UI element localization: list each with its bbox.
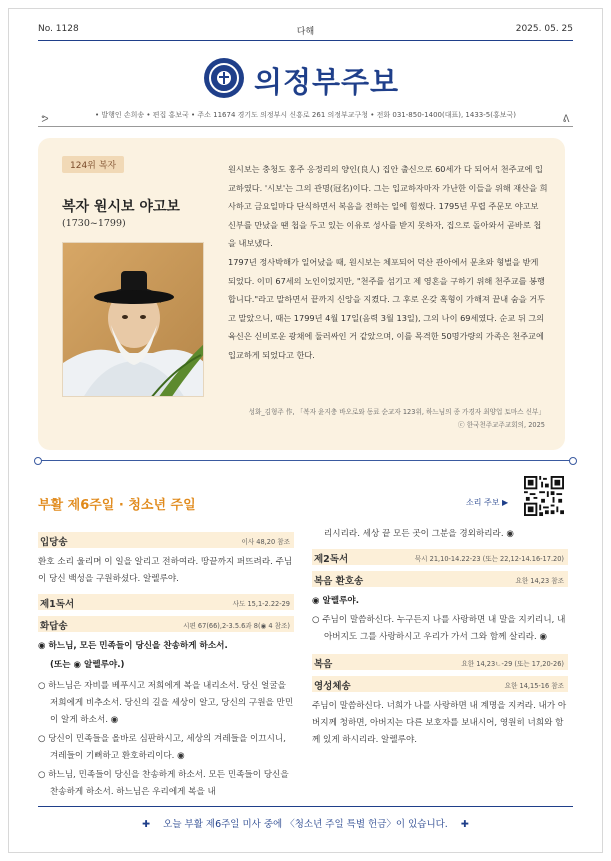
masthead — [0, 58, 611, 98]
qr-code-icon[interactable] — [524, 476, 564, 516]
section-divider — [38, 460, 573, 461]
diocese-logo-icon — [204, 58, 244, 98]
saint-portrait — [62, 242, 204, 397]
psalm-response: ◉ 하느님, 모든 민족들이 당신을 찬송하게 하소서. — [38, 641, 228, 651]
cross-icon: ✚ — [142, 819, 151, 830]
reading1-label: 제1독서 — [40, 599, 75, 610]
publisher-info — [38, 110, 573, 126]
gospel-ref: 요한 14,23ㄴ-29 (또는 17,20-26) — [461, 660, 564, 668]
biography-paragraph: 원시보는 충청도 홍주 응정리의 양인(良人) 집안 출신으로 60세가 다 되어서 천주교에 입교하였다. '시보'는 그의 관명(冠名)이다. 그는 입교하자마자 가난한 이들을 위해 재산을 희사하고 금요일마다 단식하면서 복음을 전하는 일에 힘썼다. 1795년 무렵 주문모 야고보 신부를 만났을 땐 첩을 두고 있는 이유로 성사를 받지 못하자, 집으로 돌아와서 곧바로 첩을 내보냈다. — [228, 164, 548, 249]
psalm-ref: 시편 67(66),2-3.5.6과 8(◉ 4 참조) — [183, 622, 290, 630]
leaf-ornament-icon: ᕕ — [562, 114, 570, 125]
bulletin-title: 의정부주보 — [254, 65, 400, 99]
acclamation-ref: 요한 14,23 참조 — [515, 577, 564, 585]
psalm-response-alt: (또는 ◉ 알렐루야.) — [50, 660, 125, 670]
psalm-verse: ○ 하느님, 민족들이 당신을 찬송하게 하소서. 모든 민족들이 당신을 찬송하게 하소서. 하느님은 우리에게 복을 내 — [38, 770, 289, 797]
saint-years: (1730~1799) — [62, 218, 126, 229]
copyright-line: ⓒ 한국천주교주교회의, 2025 — [458, 421, 545, 429]
footer-notice — [38, 816, 573, 830]
psalm-verse: ○ 하느님은 자비를 베푸시고 저희에게 복을 내리소서. 당신 얼굴을 저희에게 비추소서. 당신의 길을 세상이 알고, 당신의 구원을 만민이 알게 하소서. ◉ — [38, 681, 294, 725]
issue-number: No. 1128 — [38, 24, 79, 34]
cross-icon: ✚ — [460, 819, 469, 830]
acclamation-label: 복음 환호송 — [314, 576, 364, 587]
image-caption — [215, 406, 545, 432]
info-divider — [38, 126, 573, 127]
psalm-verse-continued: 리시리라. 세상 끝 모든 곳이 그분을 경외하리라. ◉ — [324, 529, 514, 539]
entrance-ref: 이사 48,20 참조 — [241, 538, 290, 546]
communion-ref: 요한 14,15-16 참조 — [504, 682, 564, 690]
reading2-label: 제2독서 — [314, 554, 349, 565]
saint-biography — [228, 160, 548, 365]
gospel-label: 복음 — [314, 659, 333, 670]
section-header — [312, 676, 568, 692]
publisher-info-text: • 발행인 손희송 • 편집 홍보국 • 주소 11674 경기도 의정부시 신흥로 261 의정부교구청 • 전화 031-850-1400(대표), 1433-5(홍보국) — [95, 111, 516, 119]
top-divider — [38, 40, 573, 41]
issue-date: 2025. 05. 25 — [515, 24, 573, 34]
section-header — [38, 594, 294, 610]
alleluia-response: ◉ 알렐루야. — [312, 596, 359, 606]
saint-tag: 124위 복자 — [62, 156, 124, 173]
liturgical-year: 다해 — [296, 27, 315, 37]
leaf-ornament-icon: ᕗ — [41, 114, 49, 125]
section-header — [312, 549, 568, 565]
footer-divider — [38, 806, 573, 807]
left-column — [38, 528, 294, 803]
saint-title: 복자 원시보 야고보 — [62, 199, 180, 215]
notice-text: 오늘 부활 제6주일 미사 중에 〈청소년 주일 특별 헌금〉이 있습니다. — [163, 819, 448, 830]
section-header — [312, 571, 568, 587]
acclamation-verse: ○ 주님이 말씀하신다. 누구든지 나를 사랑하면 내 말을 지키리니, 내 아버지도 그를 사랑하시고 우리가 가서 그와 함께 살리라. ◉ — [312, 615, 566, 642]
communion-label: 영성체송 — [314, 681, 351, 692]
psalm-verse: ○ 당신이 민족들을 올바로 심판하시고, 세상의 겨레들을 이끄시니, 겨레들이 기뻐하고 환호하리이다. ◉ — [38, 734, 286, 761]
reading2-ref: 묵시 21,10-14.22-23 (또는 22,12-14.16-17.20) — [414, 555, 564, 563]
saint-feature-box — [38, 138, 565, 450]
section-header — [38, 616, 294, 632]
biography-paragraph: 1797년 정사박해가 일어났을 때, 원시보는 체포되어 덕산 관아에서 문초와 형벌을 받게 되었다. 이미 67세의 노인이었지만, "천주를 섬기고 제 영혼을 구하기 위해 천주교를 봉행합니다."라고 말하면서 끝까지 신앙을 지켰다. 그 후로 온갖 혹형이 가해져 끝내 숨을 거두고 말았으니, 때는 1799년 4월 17일(음력 3월 13일), 그의 나이 69세였다. 순교 뒤 그의 육신은 신비로운 광채에 둘러싸인 거 같았으며, 이를 목격한 50명가량의 가족은 천주교에 입교하게 되었다고 한다. — [228, 256, 546, 360]
sunday-title: 부활 제6주일 · 청소년 주일 — [38, 498, 196, 513]
right-column — [312, 526, 568, 755]
top-bar — [38, 22, 573, 38]
section-header — [38, 532, 294, 548]
entrance-text: 환호 소리 울리며 이 일을 알리고 전하여라. 땅끝까지 퍼뜨려라. 주님이 당신 백성을 구원하셨다. 알렐루야. — [38, 557, 293, 584]
sound-bulletin-link[interactable]: 소리 주보 ▶ — [466, 498, 509, 507]
communion-text: 주님이 말씀하신다. 너희가 나를 사랑하면 내 계명을 지켜라. 내가 아버지께 청하면, 아버지는 다른 보호자를 보내시어, 영원히 너희와 함께 있게 하시리라. 알렐루야. — [312, 701, 567, 745]
caption-line: 성화_김형주 作, 「복자 윤지충 바오로와 동료 순교자 123위, 하느님의 종 가경자 최양업 토마스 신부」 — [248, 408, 545, 416]
section-header — [312, 654, 568, 670]
reading1-ref: 사도 15,1-2.22-29 — [232, 600, 290, 608]
entrance-label: 입당송 — [40, 537, 68, 548]
psalm-label: 화답송 — [40, 621, 68, 632]
